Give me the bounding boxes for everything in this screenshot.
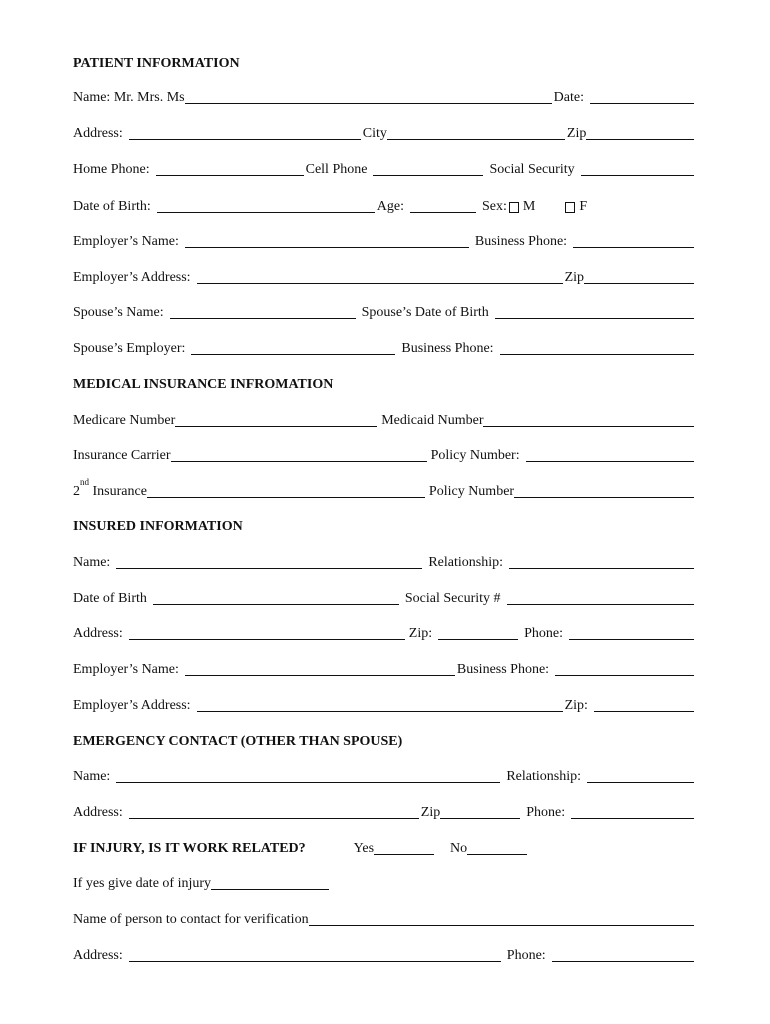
insured-phone-label: Phone: (524, 626, 564, 641)
verification-contact-field[interactable] (309, 911, 694, 926)
patient-heading-row (73, 52, 696, 72)
spouse-business-phone-field[interactable] (500, 340, 694, 355)
age-label: Age: (376, 199, 404, 214)
sex-m-label: M (522, 199, 536, 214)
insured-heading-row (73, 515, 696, 535)
carrier-field[interactable] (171, 447, 427, 462)
spouse-employer-field[interactable] (191, 340, 395, 355)
city-field[interactable] (387, 125, 565, 140)
employer-zip-field[interactable] (584, 269, 694, 284)
insured-employer-address-field[interactable] (197, 697, 563, 712)
home-phone-field[interactable] (156, 161, 304, 176)
address-label: Address: (73, 126, 123, 141)
insured-business-phone-label: Business Phone: (456, 662, 550, 677)
emergency-zip-field[interactable] (440, 804, 520, 819)
emergency-name-field[interactable] (116, 768, 500, 783)
employer-address-label: Employer’s Address: (73, 270, 191, 285)
spouse-dob-field[interactable] (495, 304, 694, 319)
age-field[interactable] (410, 198, 476, 213)
patient-name-row (73, 86, 696, 106)
business-phone-field[interactable] (573, 233, 694, 248)
spouse-dob-label: Spouse’s Date of Birth (361, 305, 489, 320)
city-label: City (362, 126, 387, 141)
medicare-row (73, 409, 696, 429)
verification-address-row (73, 944, 696, 964)
insured-employer-name-field[interactable] (185, 661, 455, 676)
sex-label: Sex: (481, 199, 507, 214)
insured-ssn-field[interactable] (507, 590, 694, 605)
insured-relationship-field[interactable] (509, 554, 694, 569)
cell-phone-label: Cell Phone (305, 162, 368, 177)
verification-address-label: Address: (73, 948, 123, 963)
insured-phone-field[interactable] (569, 625, 694, 640)
injury-question: IF INJURY, IS IT WORK RELATED? (73, 841, 306, 856)
sex-f-label: F (579, 199, 588, 214)
medical-heading-row (73, 373, 696, 393)
carrier-label: Insurance Carrier (73, 448, 171, 463)
emergency-address-field[interactable] (129, 804, 419, 819)
injury-yes-field[interactable] (374, 840, 434, 855)
insured-dob-field[interactable] (153, 590, 399, 605)
medicaid-field[interactable] (483, 412, 694, 427)
injury-question-row (73, 837, 696, 857)
second-insurance-ordinal: nd (80, 477, 89, 488)
patient-address-row (73, 122, 696, 142)
dob-label: Date of Birth: (73, 199, 151, 214)
insured-employer-name-label: Employer’s Name: (73, 662, 179, 677)
policy-field[interactable] (526, 447, 694, 462)
section-heading-insured: INSURED INFORMATION (73, 519, 243, 534)
address-field[interactable] (129, 125, 361, 140)
second-policy-field[interactable] (514, 483, 694, 498)
second-insurance-label (73, 477, 147, 500)
emergency-heading-row (73, 730, 696, 750)
patient-dob-row (73, 195, 696, 215)
medicaid-label: Medicaid Number (381, 413, 484, 428)
injury-no-label: No (450, 841, 468, 856)
emergency-name-row (73, 765, 696, 785)
verification-address-field[interactable] (129, 947, 501, 962)
insured-address-field[interactable] (129, 625, 405, 640)
insured-address-row (73, 622, 696, 642)
home-phone-label: Home Phone: (73, 162, 150, 177)
insured-relationship-label: Relationship: (428, 555, 503, 570)
second-insurance-field[interactable] (147, 483, 425, 498)
section-heading-patient: PATIENT INFORMATION (73, 56, 240, 71)
emergency-address-label: Address: (73, 805, 123, 820)
section-heading-medical: MEDICAL INSURANCE INFROMATION (73, 377, 334, 392)
insured-employer-address-label: Employer’s Address: (73, 698, 191, 713)
patient-phone-row (73, 158, 696, 178)
injury-date-field[interactable] (211, 875, 329, 890)
zip-field[interactable] (586, 125, 694, 140)
patient-name-field[interactable] (185, 89, 552, 104)
spouse-name-label: Spouse’s Name: (73, 305, 164, 320)
sex-f-checkbox[interactable] (565, 202, 575, 213)
injury-date-row (73, 872, 696, 892)
insured-dob-row (73, 587, 696, 607)
policy-label: Policy Number: (430, 448, 520, 463)
emergency-relationship-label: Relationship: (506, 769, 581, 784)
social-security-label: Social Security (489, 162, 575, 177)
insured-name-row (73, 551, 696, 571)
section-heading-emergency: EMERGENCY CONTACT (OTHER THAN SPOUSE) (73, 734, 403, 749)
verification-contact-label: Name of person to contact for verification (73, 912, 309, 927)
spouse-employer-label: Spouse’s Employer: (73, 341, 186, 356)
spouse-employer-row (73, 337, 696, 357)
patient-name-label: Name: Mr. Mrs. Ms (73, 90, 185, 105)
sex-m-checkbox[interactable] (509, 202, 519, 213)
insured-dob-label: Date of Birth (73, 591, 147, 606)
dob-field[interactable] (157, 198, 375, 213)
insured-address-label: Address: (73, 626, 123, 641)
injury-no-field[interactable] (467, 840, 527, 855)
insured-employer-zip-field[interactable] (594, 697, 694, 712)
verification-contact-row (73, 908, 696, 928)
date-label: Date: (553, 90, 584, 105)
medicare-field[interactable] (175, 412, 377, 427)
date-field[interactable] (590, 89, 694, 104)
employer-name-field[interactable] (185, 233, 469, 248)
emergency-relationship-field[interactable] (587, 768, 694, 783)
second-insurance-row (73, 477, 696, 500)
employer-zip-label: Zip (564, 270, 585, 285)
employer-name-label: Employer’s Name: (73, 234, 179, 249)
insured-ssn-label: Social Security # (404, 591, 501, 606)
insured-zip-field[interactable] (438, 625, 518, 640)
insured-zip-label: Zip: (408, 626, 433, 641)
second-policy-label: Policy Number (428, 484, 515, 499)
patient-employer-row (73, 230, 696, 250)
insured-name-label: Name: (73, 555, 111, 570)
medicare-label: Medicare Number (73, 413, 176, 428)
insured-business-phone-field[interactable] (555, 661, 694, 676)
business-phone-label: Business Phone: (474, 234, 568, 249)
spouse-business-phone-label: Business Phone: (401, 341, 494, 356)
social-security-field[interactable] (581, 161, 694, 176)
second-insurance-text: Insurance (89, 484, 147, 499)
insured-employer-zip-label: Zip: (564, 698, 588, 713)
emergency-zip-label: Zip (420, 805, 441, 820)
emergency-name-label: Name: (73, 769, 111, 784)
insured-name-field[interactable] (116, 554, 422, 569)
spouse-name-row (73, 301, 696, 321)
verification-phone-field[interactable] (552, 947, 694, 962)
spouse-name-field[interactable] (170, 304, 356, 319)
emergency-phone-field[interactable] (571, 804, 694, 819)
second-insurance-number: 2 (73, 484, 80, 499)
emergency-address-row (73, 801, 696, 821)
employer-address-field[interactable] (197, 269, 563, 284)
emergency-phone-label: Phone: (526, 805, 566, 820)
injury-date-label: If yes give date of injury (73, 876, 212, 891)
zip-label: Zip (566, 126, 587, 141)
injury-yes-label: Yes (353, 841, 375, 856)
verification-phone-label: Phone: (506, 948, 546, 963)
insured-employer-row (73, 658, 696, 678)
patient-employer-address-row (73, 266, 696, 286)
carrier-row (73, 444, 696, 464)
insured-employer-address-row (73, 694, 696, 714)
cell-phone-field[interactable] (373, 161, 483, 176)
